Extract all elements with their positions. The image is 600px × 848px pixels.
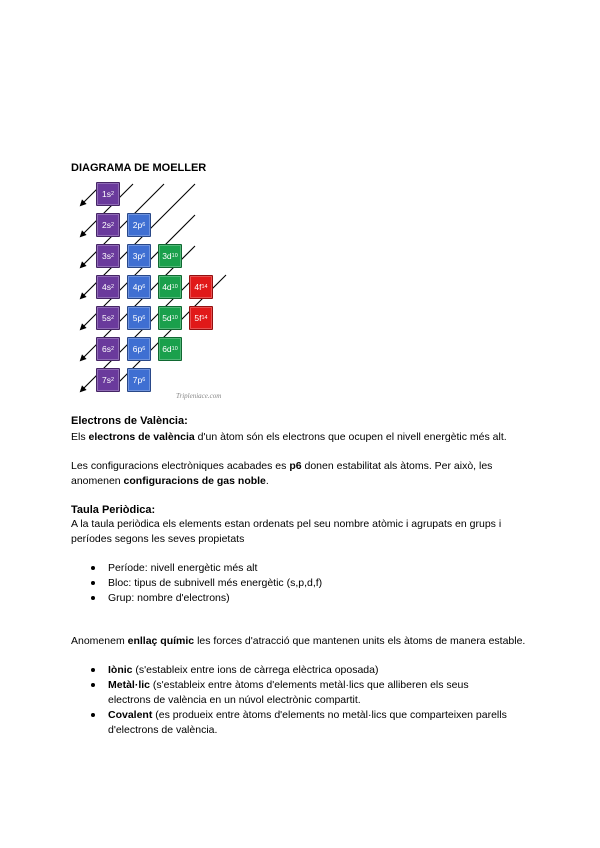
valence-paragraph-2: Les configuracions electròniques acabades es p6 donen estabilitat als àtoms. Per això, les anomenen configuracions de gas noble. [71,460,493,487]
list-item: Bloc: tipus de subnivell més energètic (s,p,d,f) [91,576,511,591]
orbital-4d: 4d 10 [158,275,182,299]
orbital-5f: 5f 14 [189,306,213,330]
list-item: Període: nivell energètic més alt [91,561,511,576]
list-item: Metàl·lic (s'estableix entre àtoms d'elements metàl·lics que alliberen els seus electrons de valència en un núvol electrònic compartit. [91,678,511,708]
orbital-4f: 4f 14 [189,275,213,299]
list-item: Covalent (es produeix entre àtoms d'elements no metàl·lics que comparteixen parells d'electrons de valència. [91,708,511,738]
orbital-3p: 3p 6 [127,244,151,268]
orbital-3d: 3d 10 [158,244,182,268]
orbital-5s: 5s 2 [96,306,120,330]
periodic-heading: Taula Periòdica: [71,504,156,516]
orbital-4p: 4p 6 [127,275,151,299]
bond-intro: Anomenem enllaç químic les forces d'atracció que mantenen units els àtoms de manera estable. [71,635,526,647]
orbital-1s: 1s 2 [96,182,120,206]
orbital-3s: 3s 2 [96,244,120,268]
orbital-2p: 2p 6 [127,213,151,237]
diagonal-arrow [82,184,164,266]
orbital-7s: 7s 2 [96,368,120,392]
valence-heading: Electrons de València: [71,415,188,427]
diagram-watermark: Tripleniace.com [176,392,222,400]
periodic-paragraph: A la taula periòdica els elements estan ordenats pel seu nombre atòmic i agrupats en grups i períodes segons les seves propietats [71,518,502,545]
orbital-6d: 6d 10 [158,337,182,361]
periodic-list [91,561,511,606]
bond-list [91,663,511,738]
moeller-diagram [72,178,262,408]
orbital-2s: 2s 2 [96,213,120,237]
orbital-4s: 4s 2 [96,275,120,299]
orbital-6p: 6p 6 [127,337,151,361]
list-item: Iònic (s'estableix entre ions de càrrega elèctrica oposada) [91,663,511,678]
valence-paragraph-1: Els electrons de valència d'un àtom són els electrons que ocupen el nivell energètic més alt. [71,431,507,443]
orbital-7p: 7p 6 [127,368,151,392]
orbital-5p: 5p 6 [127,306,151,330]
orbital-6s: 6s 2 [96,337,120,361]
list-item: Grup: nombre d'electrons) [91,591,511,606]
orbital-5d: 5d 10 [158,306,182,330]
page-title: DIAGRAMA DE MOELLER [71,162,207,174]
